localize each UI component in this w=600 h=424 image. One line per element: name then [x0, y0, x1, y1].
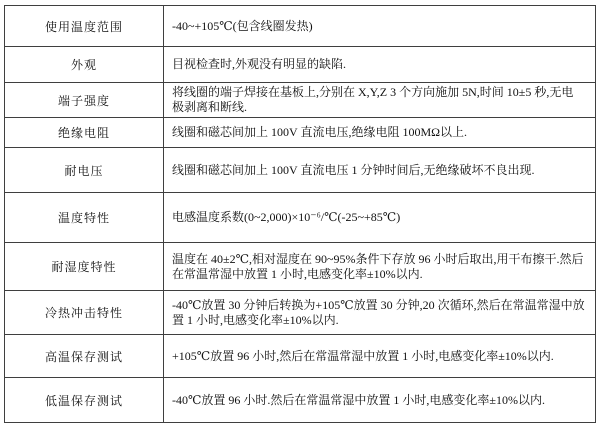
spec-table-body [5, 6, 596, 423]
spec-value-cell: 目视检查时,外观没有明显的缺陷. [164, 47, 596, 83]
spec-label-cell: 高温保存测试 [5, 335, 164, 378]
spec-value-cell: 线圈和磁芯间加上 100V 直流电压 1 分钟时间后,无绝缘破坏不良出现. [164, 148, 596, 193]
table-row [5, 335, 596, 378]
spec-label-cell: 绝缘电阻 [5, 118, 164, 148]
spec-label-cell: 耐电压 [5, 148, 164, 193]
table-row [5, 378, 596, 423]
spec-label-cell: 外观 [5, 47, 164, 83]
table-row [5, 148, 596, 193]
table-row [5, 6, 596, 47]
spec-label-cell: 冷热冲击特性 [5, 291, 164, 335]
table-row [5, 118, 596, 148]
spec-value-cell: 温度在 40±2℃,相对湿度在 90~95%条件下存放 96 小时后取出,用干布擦干.然后在常温常湿中放置 1 小时,电感变化率±10%以内. [164, 243, 596, 291]
spec-value-cell: -40℃放置 96 小时.然后在常温常湿中放置 1 小时,电感变化率±10%以内. [164, 378, 596, 423]
table-row [5, 83, 596, 118]
spec-value-cell: 电感温度系数(0~2,000)×10⁻⁶/℃(-25~+85℃) [164, 193, 596, 243]
spec-value-cell: 将线圈的端子焊接在基板上,分别在 X,Y,Z 3 个方向施加 5N,时间 10±5 秒,无电极剥离和断线. [164, 83, 596, 118]
spec-table [4, 5, 596, 423]
table-row [5, 193, 596, 243]
spec-value-cell: -40℃放置 30 分钟后转换为+105℃放置 30 分钟,20 次循环,然后在常温常湿中放置 1 小时,电感变化率±10%以内. [164, 291, 596, 335]
spec-label-cell: 低温保存测试 [5, 378, 164, 423]
spec-value-cell: 线圈和磁芯间加上 100V 直流电压,绝缘电阻 100MΩ以上. [164, 118, 596, 148]
spec-label-cell: 端子强度 [5, 83, 164, 118]
spec-label-cell: 温度特性 [5, 193, 164, 243]
spec-value-cell: -40~+105℃(包含线圈发热) [164, 6, 596, 47]
table-row [5, 291, 596, 335]
spec-label-cell: 使用温度范围 [5, 6, 164, 47]
spec-label-cell: 耐湿度特性 [5, 243, 164, 291]
table-row [5, 47, 596, 83]
spec-value-cell: +105℃放置 96 小时,然后在常温常湿中放置 1 小时,电感变化率±10%以内. [164, 335, 596, 378]
table-row [5, 243, 596, 291]
